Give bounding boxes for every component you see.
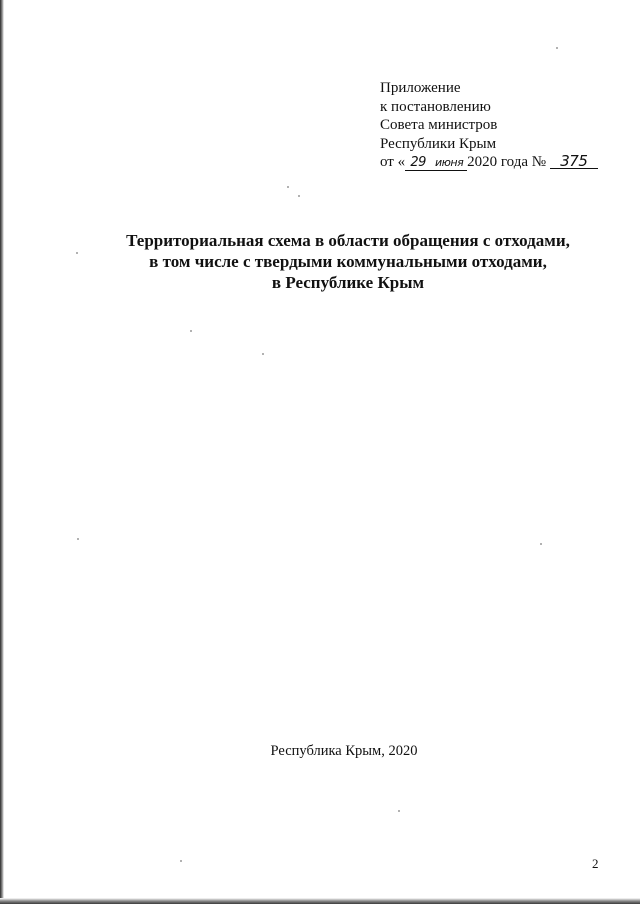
appendix-block (380, 79, 598, 172)
scan-speck (298, 195, 300, 197)
date-prefix: от « (380, 154, 406, 170)
title-line: Территориальная схема в области обращения с отходами, (126, 231, 570, 250)
scan-speck (180, 860, 182, 862)
scan-speck (287, 186, 289, 188)
scan-speck (556, 47, 558, 49)
title-line: в Республике Крым (271, 273, 425, 292)
scan-speck (262, 353, 264, 355)
scan-speck (540, 543, 542, 545)
scan-edge-bottom (0, 898, 640, 904)
footer-place-year: Республика Крым, 2020 (270, 743, 418, 759)
year-text: 2020 года № (467, 154, 547, 170)
scan-speck (190, 330, 192, 332)
scan-speck (76, 252, 78, 254)
document-title (80, 230, 616, 293)
ordinance-date-line (380, 153, 598, 172)
handwritten-month: июня (431, 156, 467, 171)
page-number: 2 (592, 856, 599, 871)
appendix-line: Республики Крым (380, 135, 497, 152)
scan-speck (398, 810, 400, 812)
appendix-line: Приложение (380, 80, 461, 96)
title-line: в том числе с твердыми коммунальными отходами, (149, 252, 547, 271)
appendix-line: к постановлению (380, 98, 491, 115)
scan-speck (77, 538, 79, 540)
scan-edge-left (0, 0, 4, 904)
handwritten-day: 29 (405, 156, 431, 171)
appendix-line: Совета министров (380, 117, 498, 133)
handwritten-number: 375 (550, 154, 598, 169)
